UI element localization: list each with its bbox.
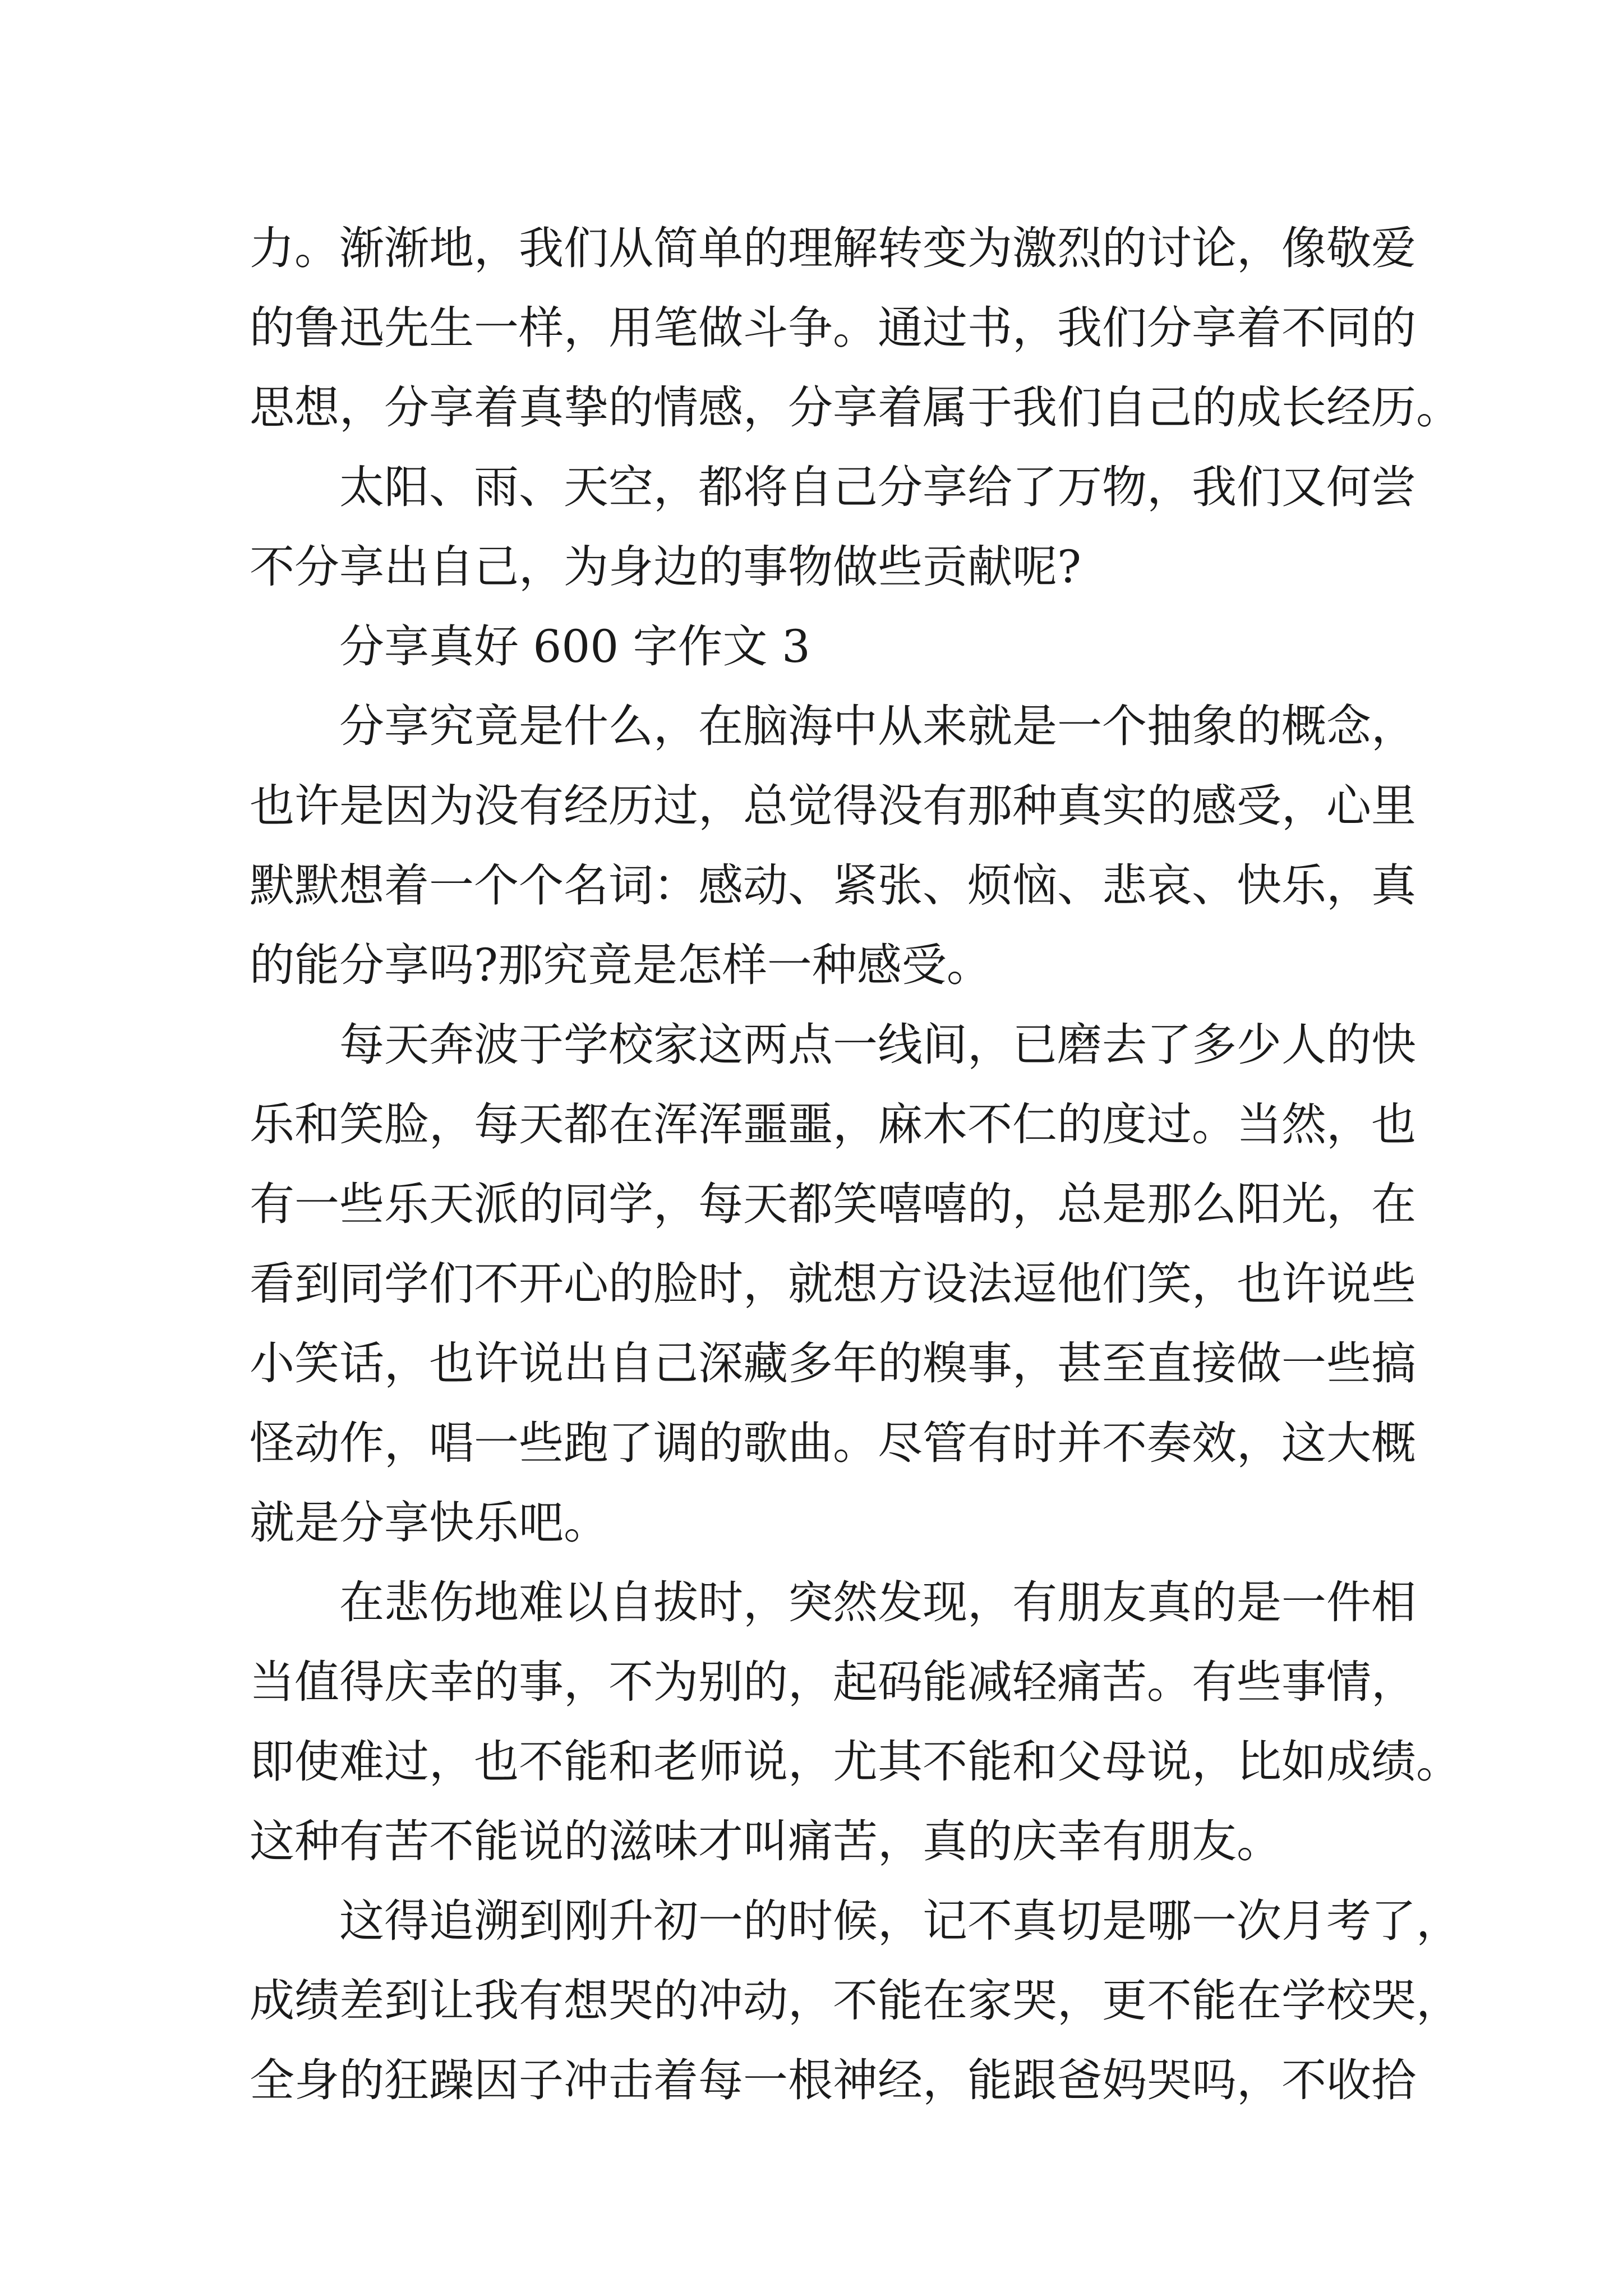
paragraph-line: 不分享出自己，为身边的事物做些贡献呢? [250, 541, 1081, 593]
paragraph-line: 这种有苦不能说的滋味才叫痛苦，真的庆幸有朋友。 [250, 1815, 1281, 1867]
paragraph-line: 思想，分享着真挚的情感，分享着属于我们自己的成长经历。 [250, 381, 1461, 434]
paragraph-line: 看到同学们不开心的脸时，就想方设法逗他们笑，也许说些 [250, 1258, 1416, 1310]
paragraph-line: 在悲伤地难以自拔时，突然发现，有朋友真的是一件相 [339, 1576, 1416, 1628]
paragraph-line: 即使难过，也不能和老师说，尤其不能和父母说，比如成绩。 [250, 1736, 1461, 1788]
paragraph-line: 小笑话，也许说出自己深藏多年的糗事，甚至直接做一些搞 [250, 1337, 1416, 1389]
paragraph-line: 默默想着一个个名词：感动、紧张、烦恼、悲哀、快乐，真 [250, 859, 1416, 912]
paragraph-line: 有一些乐天派的同学，每天都笑嘻嘻的，总是那么阳光，在 [250, 1178, 1416, 1230]
paragraph-line: 的鲁迅先生一样，用笔做斗争。通过书，我们分享着不同的 [250, 302, 1416, 354]
paragraph-line: 这得追溯到刚升初一的时候，记不真切是哪一次月考了， [339, 1895, 1461, 1947]
paragraph-line: 分享究竟是什么，在脑海中从来就是一个抽象的概念， [339, 700, 1416, 752]
paragraph-line: 的能分享吗?那究竟是怎样一种感受。 [250, 939, 992, 991]
paragraph-line: 全身的狂躁因子冲击着每一根神经，能跟爸妈哭吗，不收拾 [250, 2054, 1416, 2106]
paragraph-line: 也许是因为没有经历过，总觉得没有那种真实的感受，心里 [250, 780, 1416, 832]
paragraph-line: 太阳、雨、天空，都将自己分享给了万物，我们又何尝 [339, 461, 1416, 513]
paragraph-line: 力。渐渐地，我们从简单的理解转变为激烈的讨论，像敬爱 [250, 222, 1416, 274]
paragraph-line: 乐和笑脸，每天都在浑浑噩噩，麻木不仁的度过。当然，也 [250, 1098, 1416, 1151]
paragraph-line: 当值得庆幸的事，不为别的，起码能减轻痛苦。有些事情， [250, 1656, 1416, 1708]
essay-text [250, 209, 1461, 2120]
section-heading: 分享真好 600 字作文 3 [339, 620, 810, 673]
paragraph-line: 就是分享快乐吧。 [250, 1497, 608, 1549]
paragraph-line: 怪动作，唱一些跑了调的歌曲。尽管有时并不奏效，这大概 [250, 1417, 1416, 1469]
paragraph-line: 每天奔波于学校家这两点一线间，已磨去了多少人的快 [339, 1019, 1416, 1071]
paragraph-line: 成绩差到让我有想哭的冲动，不能在家哭，更不能在学校哭， [250, 1975, 1461, 2027]
